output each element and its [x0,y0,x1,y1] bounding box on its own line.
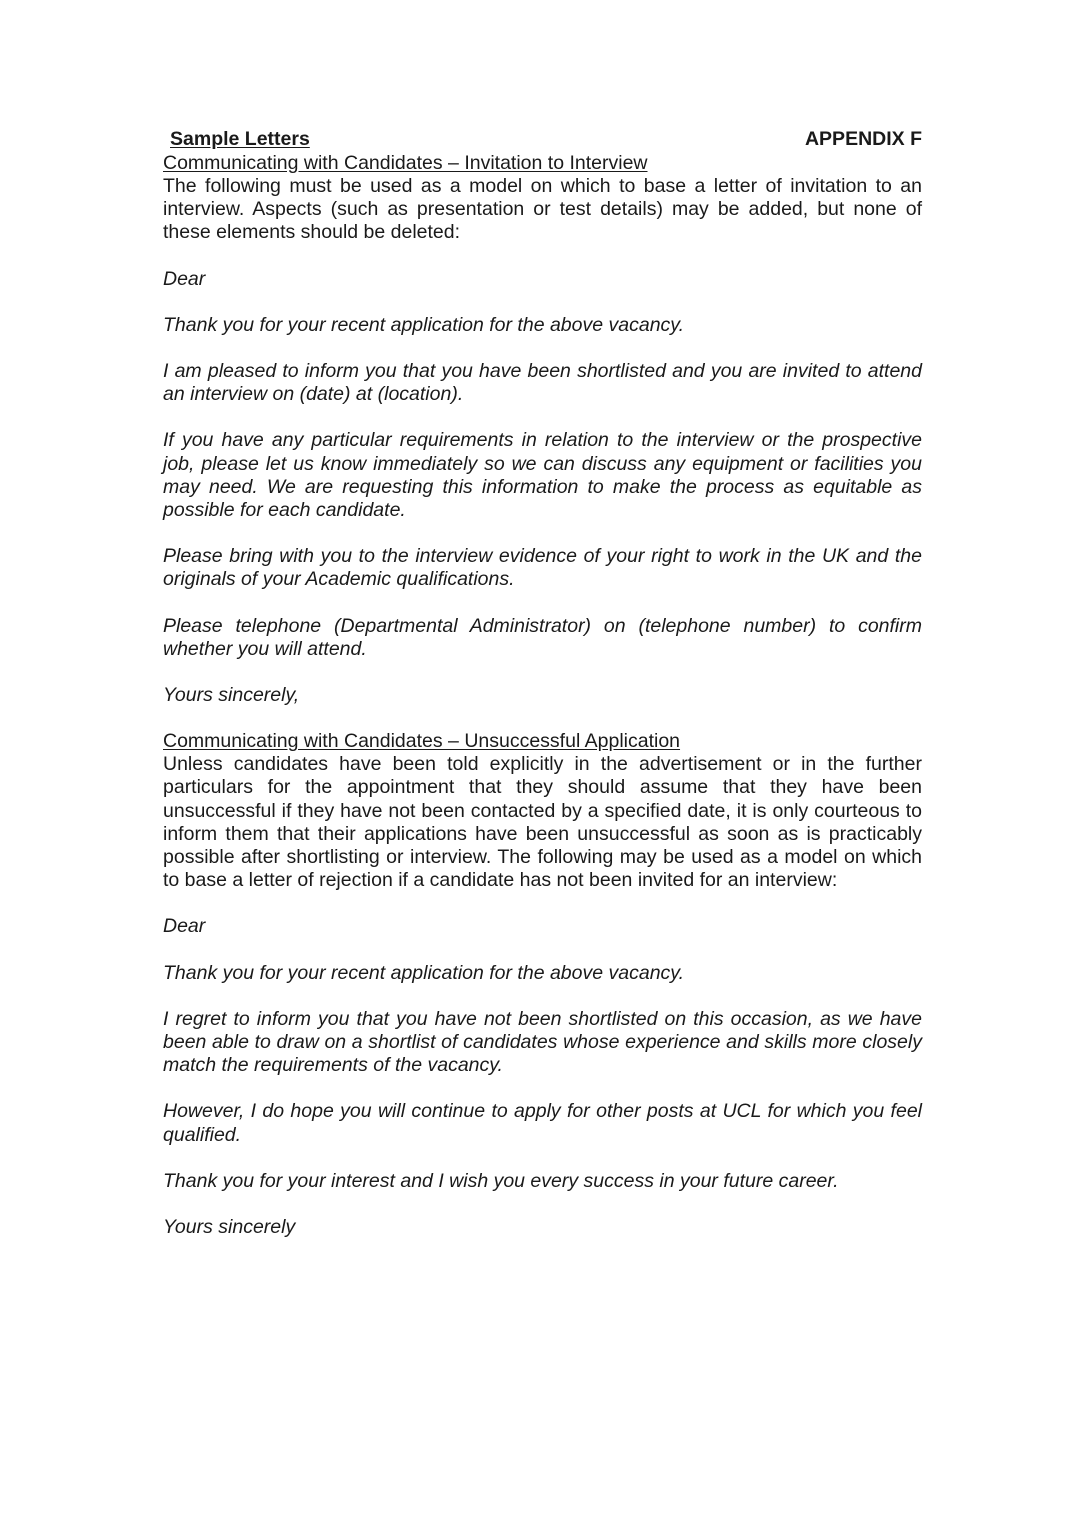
letter-paragraph: However, I do hope you will continue to apply for other posts at UCL for which you feel qualified. [163,1100,922,1146]
letter-paragraph: Thank you for your interest and I wish you every success in your future career. [163,1169,839,1192]
section-intro-unsuccessful: Unless candidates have been told explicitly in the advertisement or in the further particulars for the appointment that they should assume that they have been unsuccessful if they have not been contacted by a specified date, it is only courteous to inform them that their applications have been unsuccessful as soon as is practicably possible after shortlisting or interview. The following may be used as a model on which to base a letter of rejection if a candidate has not been invited for an interview: [163,753,922,892]
letter-paragraph: If you have any particular requirements in relation to the interview or the prospective job, please let us know immediately so we can discuss any equipment or facilities you may need. We are requesting this information to make the process as equitable as possible for each candidate. [163,429,922,522]
page-title: Sample Letters [170,128,310,150]
letter-paragraph: Please bring with you to the interview evidence of your right to work in the UK and the originals of your Academic qualifications. [163,545,922,591]
section-heading-unsuccessful: Communicating with Candidates – Unsuccessful Application [163,730,681,753]
letter-paragraph: Thank you for your recent application for the above vacancy. [163,313,685,336]
section-heading-invitation: Communicating with Candidates – Invitation to Interview [163,152,648,174]
letter-closing: Yours sincerely [163,1216,296,1239]
document-header [163,128,922,151]
letter-paragraph: Please telephone (Departmental Administrator) on (telephone number) to confirm whether you will attend. [163,614,922,660]
letter-paragraph: I am pleased to inform you that you have been shortlisted and you are invited to attend an interview on (date) at (location). [163,360,922,406]
salutation-unsuccessful: Dear [163,915,206,938]
document-content [163,128,922,1239]
section-intro-invitation: The following must be used as a model on which to base a letter of invitation to an interview. Aspects (such as presentation or test details) may be added, but none of these elements should be deleted: [163,175,922,244]
letter-paragraph: Thank you for your recent application for the above vacancy. [163,961,685,984]
appendix-label: APPENDIX F [804,128,922,150]
salutation-invitation: Dear [163,267,206,290]
letter-paragraph: I regret to inform you that you have not been shortlisted on this occasion, as we have been able to draw on a shortlist of candidates whose experience and skills more closely match the requirements of the vacancy. [163,1007,922,1077]
letter-closing: Yours sincerely, [163,684,300,707]
